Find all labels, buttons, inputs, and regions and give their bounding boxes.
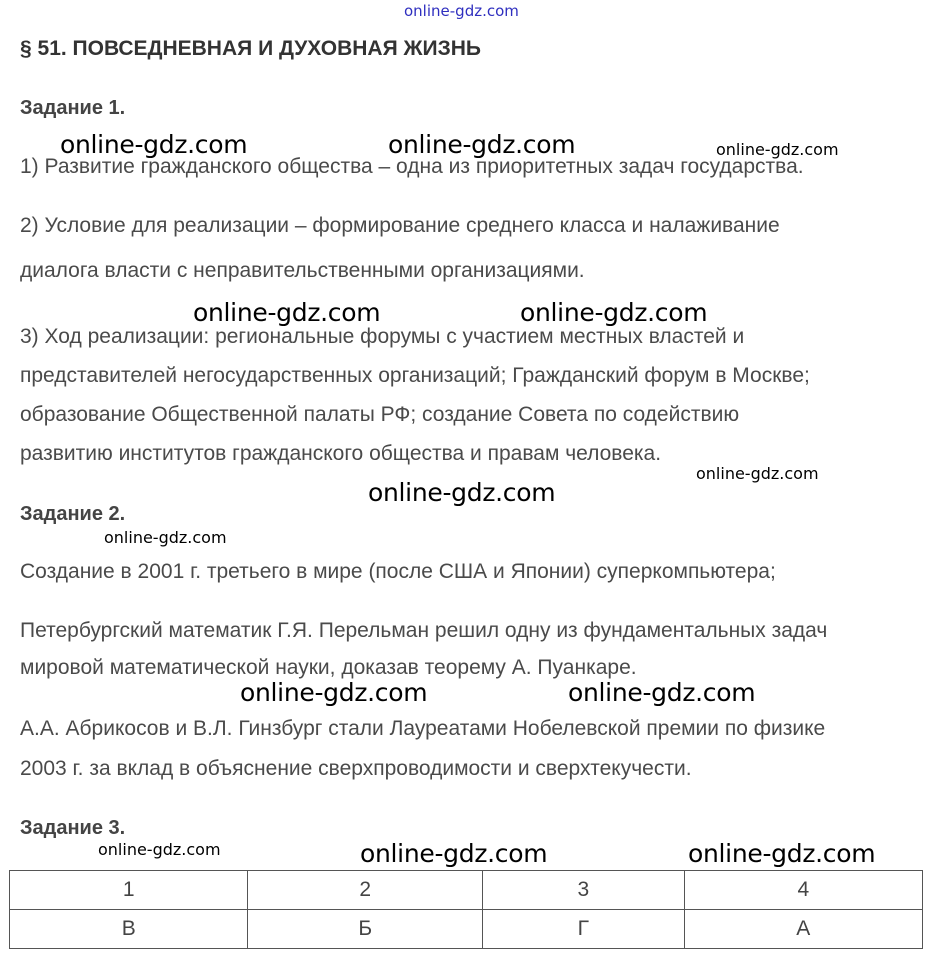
table-cell: Б [248,910,483,949]
watermark: online-gdz.com [98,840,221,859]
watermark: online-gdz.com [240,678,428,707]
watermark: online-gdz.com [568,678,756,707]
task1-line3b: представителей негосударственных организаций; Гражданский форум в Москве; [20,364,810,387]
task1-title: Задание 1. [20,97,126,119]
page-title: § 51. ПОВСЕДНЕВНАЯ И ДУХОВНАЯ ЖИЗНЬ [20,37,481,60]
watermark: online-gdz.com [104,528,227,547]
task2-line1: Создание в 2001 г. третьего в мире (после США и Японии) суперкомпьютера; [20,560,776,583]
task1-line2a: 2) Условие для реализации – формирование среднего класса и налаживание [20,214,780,237]
watermark: online-gdz.com [360,839,548,868]
table-cell: А [684,910,922,949]
table-header-cell: 2 [248,871,483,910]
watermark-top: online-gdz.com [404,2,519,20]
task1-line2b: диалога власти с неправительственными организациями. [20,259,585,282]
answer-table [9,870,923,949]
task2-title: Задание 2. [20,503,126,525]
table-cell: В [10,910,248,949]
watermark: online-gdz.com [368,478,556,507]
task1-line1: 1) Развитие гражданского общества – одна из приоритетных задач государства. [20,155,804,178]
table-row [10,871,923,910]
table-row [10,910,923,949]
task2-line3b: 2003 г. за вклад в объяснение сверхпроводимости и сверхтекучести. [20,757,692,780]
task2-line3a: А.А. Абрикосов и В.Л. Гинзбург стали Лауреатами Нобелевской премии по физике [20,717,826,740]
task1-line3d: развитию институтов гражданского общества и правам человека. [20,442,662,465]
watermark: online-gdz.com [60,130,248,159]
table-header-cell: 1 [10,871,248,910]
watermark: online-gdz.com [520,298,708,327]
watermark: online-gdz.com [193,298,381,327]
watermark: online-gdz.com [696,464,819,483]
task2-line2a: Петербургский математик Г.Я. Перельман решил одну из фундаментальных задач [20,619,828,642]
task1-line3c: образование Общественной палаты РФ; создание Совета по содействию [20,403,740,426]
watermark: online-gdz.com [388,130,576,159]
watermark: online-gdz.com [716,140,839,159]
task1-line3a: 3) Ход реализации: региональные форумы с участием местных властей и [20,325,745,348]
table-header-cell: 4 [684,871,922,910]
task3-title: Задание 3. [20,817,126,839]
watermark: online-gdz.com [688,839,876,868]
task2-line2b: мировой математической науки, доказав теорему А. Пуанкаре. [20,656,637,679]
table-cell: Г [483,910,684,949]
table-header-cell: 3 [483,871,684,910]
